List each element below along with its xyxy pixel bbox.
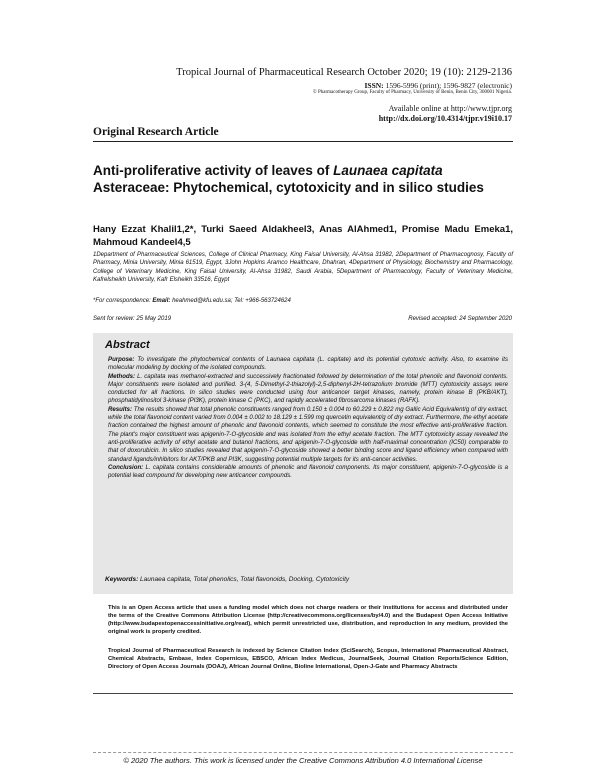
notice-divider: [93, 693, 513, 694]
article-title: [93, 162, 513, 196]
article-type: Original Research Article: [93, 126, 219, 138]
keywords: [105, 576, 349, 583]
publisher-copyright: © Pharmacotherapy Group, Faculty of Pharmacy, University of Benin, Benin City, 300001 Nigeria.: [312, 90, 512, 95]
footer-divider: [93, 752, 513, 753]
issn-numbers: 1596-5996 (print); 1596-9827 (electronic): [383, 81, 512, 90]
methods-text: L. capitata was methanol-extracted and successively fractionated followed by determination of the total phenolic and flavonoid contents. Major constituents were isolated and purified. 3-(4, 5-Dimethyl-2-thiazolyl)-2,5-diphenyl-2H-tetrazolium bromide (MTT) cytotoxicity assays were conducted for all fractions. In silico studies were conducted using four anticancer target kinases, namely, protein kinase B (PKB/AKT), phosphatidylinositol 3-kinase (PI3K), protein kinase C (PKC), and rapidly accelerated fibrosarcoma kinases (RAFK).: [108, 372, 508, 405]
purpose-label: Purpose:: [108, 356, 135, 363]
doi-link[interactable]: http://dx.doi.org/10.4314/tjpr.v19i10.17: [378, 114, 512, 123]
license-footer: © 2020 The authors. This work is licensed under the Creative Commons Attribution 4.0 International License: [123, 756, 483, 765]
journal-citation: Tropical Journal of Pharmaceutical Research October 2020; 19 (10): 2129-2136: [176, 67, 512, 78]
title-species: Launaea capitata: [333, 163, 443, 178]
correspondence-label: *For correspondence:: [93, 298, 153, 304]
abstract-conclusion: [108, 464, 508, 481]
sent-date: Sent for review: 25 May 2019: [93, 316, 172, 322]
conclusion-text: L. capitata contains considerable amounts of phenolic and flavonoid components. Its major constituent, apigenin-7-O-glycoside is a potential lead compound for developing new anticancer compounds.: [108, 463, 508, 480]
methods-label: Methods:: [108, 372, 136, 380]
email-label: Email:: [152, 298, 173, 304]
affiliations: 1Department of Pharmaceutical Sciences, College of Clinical Pharmacy, King Faisal University, Al-Ahsa 31982, 2Department of Pharmacognosy, Faculty of Pharmacy, Minia University, Minia 61519, Egypt, 3John Hopkins Aramco Healthcare, Dhahran, 4Department of Physiology, Biochemistry and Pharmacology, College of Veterinary Medicine, King Faisal University, Al-Ahsa 31982, Saudi Arabia, 5Department of Pharmacology, Faculty of Veterinary Medicine, Kafrelsheikh University, Kafr Elsheikh 33516, Egypt: [93, 252, 513, 283]
email-address[interactable]: heahmed@kfu.edu.sa: [172, 298, 231, 304]
abstract-purpose: [108, 356, 508, 373]
abstract-heading: Abstract: [105, 339, 150, 351]
results-label: Results:: [108, 405, 133, 413]
issn-line: [365, 81, 513, 90]
conclusion-label: Conclusion:: [108, 463, 144, 471]
keywords-text: Launaea capitata, Total phenolics, Total flavonoids, Docking, Cytotoxicity: [138, 576, 350, 583]
abstract-results: [108, 406, 508, 464]
telephone: ; Tel: +966-563724624: [230, 298, 291, 304]
indexing-notice: Tropical Journal of Pharmaceutical Research is indexed by Science Citation Index (SciSearch), Scopus, International Pharmaceutical Abstract, Chemical Abstracts, Embase, Index Copernicus, EBSCO, African Index Medicus, JournalSeek, Journal Citation Reports/Science Edition, Directory of Open Access Journals (DOAJ), African Journal Online, Bioline International, Open-J-Gate and Pharmacy Abstracts: [108, 648, 508, 670]
issn-label: ISSN:: [364, 81, 384, 90]
available-online[interactable]: Available online at http://www.tjpr.org: [388, 104, 512, 113]
keywords-label: Keywords:: [105, 576, 139, 583]
abstract-methods: [108, 373, 508, 406]
author-list: Hany Ezzat Khalil1,2*, Turki Saeed Aldakheel3, Anas AlAhmed1, Promise Madu Emeka1, Mahmoud Kandeel4,5: [93, 224, 513, 248]
open-access-notice: This is an Open Access article that uses a funding model which does not charge readers or their institutions for access and distributed under the terms of the Creative Commons Attribution License (http://creativecommons.org/licenses/by/4.0) and the Budapest Open Access Initiative (http://www.budapestopenaccessinitiative.org/read), which permit unrestricted use, distribution, and reproduction in any medium, provided the original work is properly credited.: [108, 605, 508, 635]
header-divider: [93, 141, 513, 142]
abstract-body: [108, 356, 508, 480]
results-text: The results showed that total phenolic constituents ranged from 0.150 ± 0.004 to 60.229 ± 0.822 mg Gallic Acid Equivalent/g of dry extract, while the total flavonoid content varied from 0.004 ± 0.002 to 18.129 ± 1.599 mg quercetin equivalent/g of dry extract. Furthermore, the ethyl acetate fraction contained the highest amount of phenolic and flavonoid contents, which seemed to constitute the most effective anti-proliferative fraction. The plant's major constituent was apigenin-7-O-glycoside and was isolated from the ethyl acetate fraction. The MTT cytotoxicity assay revealed the anti-proliferative activity of ethyl acetate and butanol fractions, and apigenin-7-O-glycoside with half-maximal concentration (IC50) comparable to that of doxorubicin. In silico studies revealed that apigenin-7-O-glycoside showed a better binding score and ligand efficiency when compared with standard ligands/inhibitors for AKT/PKB and PI3K, suggesting potential multiple targets for its anti-cancer activities.: [108, 405, 508, 463]
revised-date: Revised accepted: 24 September 2020: [408, 316, 512, 322]
title-part-1: Anti-proliferative activity of leaves of: [93, 163, 334, 178]
purpose-text: To investigate the phytochemical contents of Launaea capitata (L. capitate) and its potential cytotoxic activity. Also, to examine its molecular modeling by docking of the isolated compounds.: [108, 356, 508, 372]
title-part-2: Asteraceae: Phytochemical, cytotoxicity and in silico studies: [93, 180, 484, 195]
correspondence: [93, 298, 291, 304]
